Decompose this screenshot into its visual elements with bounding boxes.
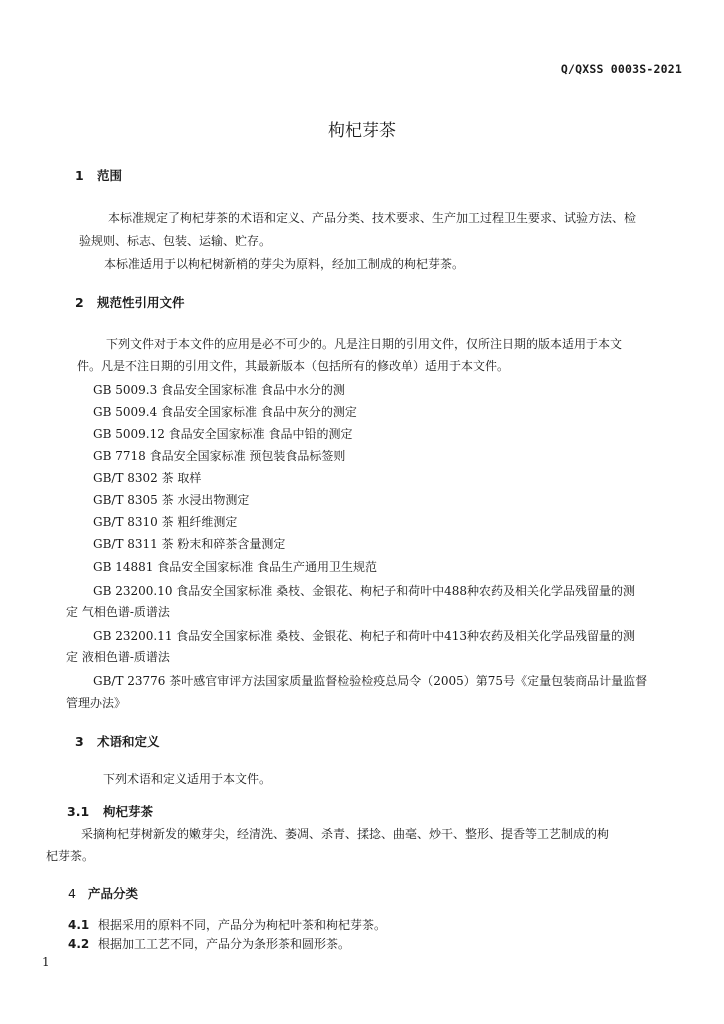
- page-number: 1: [42, 955, 50, 969]
- document-id: Q/QXSS 0003S-2021: [560, 62, 682, 76]
- section-2-heading: [75, 293, 185, 311]
- subsection-number: 3.1: [67, 804, 90, 819]
- subsection-3-1-heading: [67, 802, 153, 820]
- clause-item: [68, 935, 350, 952]
- section-number: 3: [75, 734, 84, 749]
- reference-item: GB/T 8302 茶 取样: [93, 471, 202, 485]
- section-4-heading: [68, 884, 138, 902]
- section-number: 4: [68, 886, 76, 901]
- clause-item: [68, 916, 386, 933]
- section-number: 2: [75, 295, 84, 310]
- reference-item-continued: 定 气相色谱-质谱法: [66, 605, 170, 619]
- reference-item: GB 5009.4 食品安全国家标准 食品中灰分的测定: [93, 405, 357, 419]
- reference-item: GB/T 8305 茶 水浸出物测定: [93, 493, 250, 507]
- reference-item-continued: 管理办法》: [66, 696, 127, 710]
- section-title: 产品分类: [88, 886, 139, 901]
- clause-text: 根据采用的原料不同，产品分为枸杞叶茶和枸杞芽茶。: [98, 918, 387, 932]
- subsection-title: 枸杞芽茶: [103, 804, 154, 819]
- section-number: 1: [75, 168, 84, 183]
- definition-line: 杞芽茶。: [46, 849, 95, 863]
- reference-item: GB 14881 食品安全国家标准 食品生产通用卫生规范: [93, 560, 378, 574]
- reference-item: GB/T 23776 茶叶感官审评方法国家质量监督检验检疫总局令（2005）第75号《定量包装商品计量监督: [93, 674, 648, 688]
- paragraph-line: 验规则、标志、包装、运输、贮存。: [79, 234, 272, 248]
- paragraph-line: 件。凡是不注日期的引用文件，其最新版本（包括所有的修改单）适用于本文件。: [77, 359, 510, 373]
- section-1-heading: [75, 166, 122, 184]
- reference-item: GB 5009.12 食品安全国家标准 食品中铅的测定: [93, 427, 353, 441]
- reference-item: GB/T 8311 茶 粉末和碎茶含量测定: [93, 537, 286, 551]
- reference-item: GB 5009.3 食品安全国家标准 食品中水分的测: [93, 383, 345, 397]
- section-title: 术语和定义: [97, 734, 160, 749]
- reference-item: GB 23200.10 食品安全国家标准 桑枝、金银花、枸杞子和荷叶中488种农药及相关化学品残留量的测: [93, 584, 636, 598]
- section-title: 规范性引用文件: [97, 295, 185, 310]
- clause-number: 4.2: [68, 937, 90, 951]
- paragraph-line: 本标准适用于以枸杞树新梢的芽尖为原料，经加工制成的枸杞芽茶。: [104, 257, 465, 271]
- paragraph-line: 本标准规定了枸杞芽茶的术语和定义、产品分类、技术要求、生产加工过程卫生要求、试验方法、检: [108, 211, 637, 225]
- reference-item: GB 7718 食品安全国家标准 预包装食品标签则: [93, 449, 346, 463]
- definition-line: 采摘枸杞芽树新发的嫩芽尖，经清洗、萎凋、杀青、揉捻、曲毫、炒干、整形、提香等工艺制成的枸: [81, 827, 610, 841]
- section-title: 范围: [97, 168, 123, 183]
- reference-item-continued: 定 液相色谱-质谱法: [66, 650, 170, 664]
- clause-number: 4.1: [68, 918, 90, 932]
- reference-item: GB/T 8310 茶 粗纤维测定: [93, 515, 238, 529]
- reference-item: GB 23200.11 食品安全国家标准 桑枝、金银花、枸杞子和荷叶中413种农药及相关化学品残留量的测: [93, 629, 636, 643]
- page-title: 枸杞芽茶: [328, 121, 396, 141]
- paragraph-line: 下列文件对于本文件的应用是必不可少的。凡是注日期的引用文件，仅所注日期的版本适用于本文: [106, 337, 623, 351]
- paragraph-line: 下列术语和定义适用于本文件。: [103, 772, 272, 786]
- clause-text: 根据加工工艺不同，产品分为条形茶和圆形茶。: [98, 937, 351, 951]
- section-3-heading: [75, 732, 160, 750]
